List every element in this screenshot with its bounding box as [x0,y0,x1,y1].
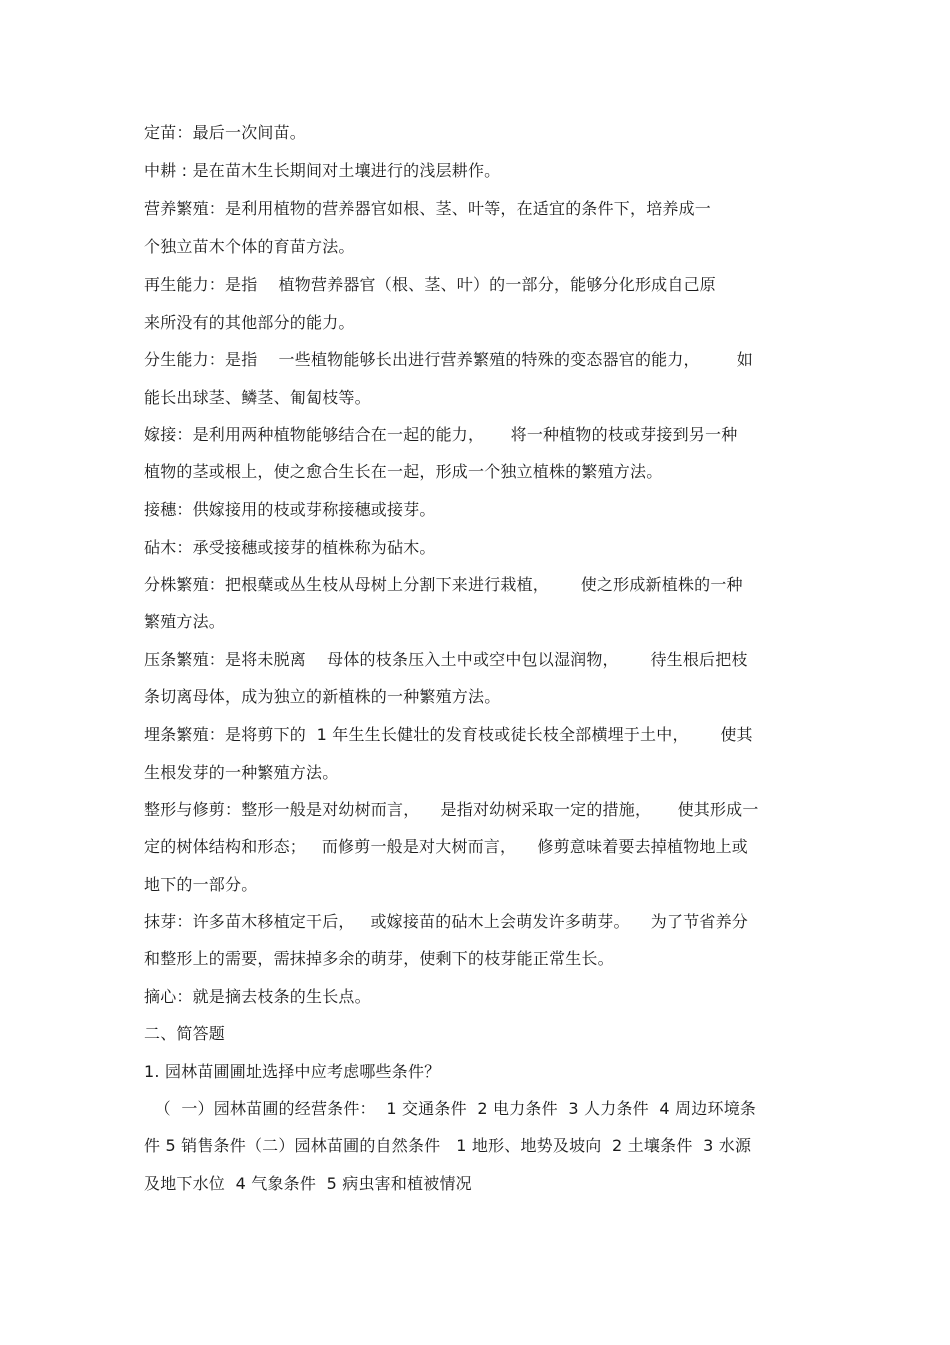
text-line: 嫁接：是利用两种植物能够结合在一起的能力， 将一种植物的枝或芽接到另一种 [144,425,738,444]
text-line: 定苗：最后一次间苗。 [144,123,307,142]
text-line: 条切离母体，成为独立的新植株的一种繁殖方法。 [144,687,501,706]
text-line: 和整形上的需要，需抹掉多余的萌芽，使剩下的枝芽能正常生长。 [144,949,614,968]
text-line: 个独立苗木个体的育苗方法。 [144,237,355,256]
text-line: 分生能力：是指 一些植物能够长出进行营养繁殖的特殊的变态器官的能力， 如 [144,350,753,369]
text-line: 植物的茎或根上，使之愈合生长在一起，形成一个独立植株的繁殖方法。 [144,462,663,481]
text-line: 分株繁殖：把根蘖或丛生枝从母树上分割下来进行栽植， 使之形成新植株的一种 [144,575,743,594]
text-line: 繁殖方法。 [144,612,226,631]
text-line: 营养繁殖：是利用植物的营养器官如根、茎、叶等，在适宜的条件下，培养成一 [144,199,712,218]
text-line: 及地下水位 4 气象条件 5 病虫害和植被情况 [144,1174,472,1193]
text-line: 接穗：供嫁接用的枝或芽称接穗或接芽。 [144,500,436,519]
text-line: 件 5 销售条件（二）园林苗圃的自然条件 1 地形、地势及坡向 2 土壤条件 3 水源 [144,1136,752,1155]
text-line: 生根发芽的一种繁殖方法。 [144,763,339,782]
text-line: 1. 园林苗圃圃址选择中应考虑哪些条件？ [144,1062,441,1081]
text-line: 摘心：就是摘去枝条的生长点。 [144,987,371,1006]
text-line: 定的树体结构和形态； 而修剪一般是对大树而言， 修剪意味着要去掉植物地上或 [144,837,749,856]
text-line: 再生能力：是指 植物营养器官（根、茎、叶）的一部分，能够分化形成自己原 [144,275,716,294]
text-line: 埋条繁殖：是将剪下的 1 年生生长健壮的发育枝或徒长枝全部横埋于土中， 使其 [144,725,753,744]
text-line: 砧木：承受接穗或接芽的植株称为砧木。 [144,538,436,557]
text-line: 整形与修剪：整形一般是对幼树而言， 是指对幼树采取一定的措施， 使其形成一 [144,800,759,819]
text-line: 二、简答题 [144,1024,226,1043]
text-line: 地下的一部分。 [144,875,258,894]
text-line: 中耕 : 是在苗木生长期间对土壤进行的浅层耕作。 [144,161,501,180]
text-line: 抹芽：许多苗木移植定干后， 或嫁接苗的砧木上会萌发许多萌芽。 为了节省养分 [144,912,749,931]
text-line: 压条繁殖：是将未脱离 母体的枝条压入土中或空中包以湿润物， 待生根后把枝 [144,650,748,669]
text-line: 能长出球茎、鳞茎、匍匐枝等。 [144,388,371,407]
text-line: 来所没有的其他部分的能力。 [144,313,355,332]
text-line: （ 一）园林苗圃的经营条件： 1 交通条件 2 电力条件 3 人力条件 4 周边环境条 [144,1099,757,1118]
